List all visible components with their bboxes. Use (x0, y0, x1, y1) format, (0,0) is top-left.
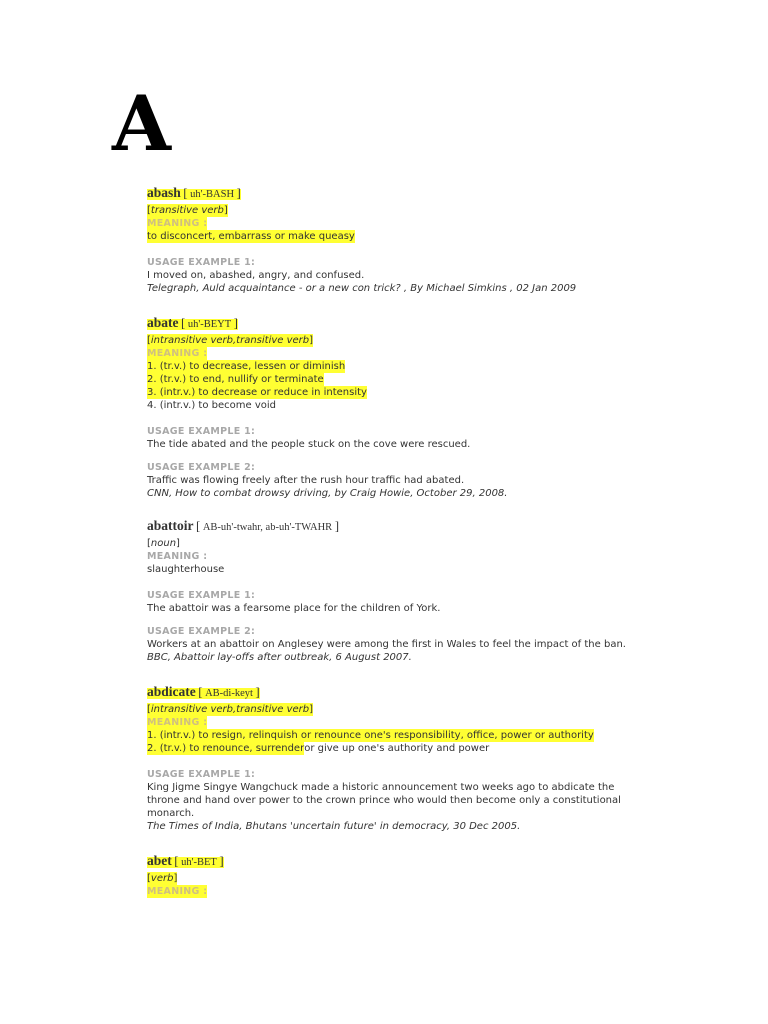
headword: abash (147, 185, 181, 200)
entry-abate (147, 314, 667, 500)
usage-label: USAGE EXAMPLE 2: (147, 462, 256, 473)
usage-source: CNN, How to combat drowsy driving, by Craig Howie, October 29, 2008. (147, 488, 508, 499)
entry-abash (147, 184, 667, 295)
entry-abattoir (147, 517, 667, 664)
usage-example (147, 256, 667, 295)
definition: 3. (intr.v.) to decrease or reduce in intensity (147, 387, 367, 398)
definition: 2. (tr.v.) to renounce, surrender (147, 743, 305, 754)
usage-source: The Times of India, Bhutans 'uncertain future' in democracy, 30 Dec 2005. (147, 821, 521, 832)
section-letter: A (112, 79, 171, 168)
pronunciation: uh'-BASH (190, 189, 235, 200)
part-of-speech: [transitive verb] (147, 205, 228, 216)
entry-headword: abdicate [ AB-di-keyt ] (147, 684, 260, 699)
entry-headword: abattoir [ AB-uh'-twahr, ab-uh'-TWAHR ] (147, 518, 340, 533)
headword: abet (147, 853, 172, 868)
usage-text: Workers at an abattoir on Anglesey were among the first in Wales to feel the impact of the ban. (147, 639, 626, 650)
definition: 4. (intr.v.) to become void (147, 400, 276, 411)
usage-label: USAGE EXAMPLE 1: (147, 426, 256, 437)
usage-label: USAGE EXAMPLE 1: (147, 257, 256, 268)
headword: abdicate (147, 684, 196, 699)
meaning-label: MEANING : (147, 886, 208, 897)
definition-tail: or give up one's authority and power (304, 743, 490, 754)
usage-example (147, 425, 667, 451)
meaning-label: MEANING : (147, 717, 208, 728)
entry-abet (147, 852, 667, 898)
pronunciation: AB-di-keyt (205, 688, 253, 699)
meaning-label: MEANING : (147, 348, 208, 359)
headword: abattoir (147, 518, 194, 533)
part-of-speech: [noun] (147, 538, 180, 549)
usage-text: The abattoir was a fearsome place for the children of York. (147, 603, 441, 614)
headword: abate (147, 315, 179, 330)
entry-abdicate (147, 683, 667, 833)
usage-example (147, 461, 667, 500)
usage-text: Traffic was flowing freely after the rush hour traffic had abated. (147, 475, 465, 486)
usage-example (147, 625, 667, 664)
pronunciation: uh'-BEYT (187, 319, 232, 330)
entry-headword: abash [ uh'-BASH ] (147, 185, 241, 200)
pronunciation: AB-uh'-twahr, ab-uh'-TWAHR (202, 522, 333, 533)
pronunciation: uh'-BET (181, 857, 217, 868)
usage-source: Telegraph, Auld acquaintance - or a new con trick? , By Michael Simkins , 02 Jan 2009 (147, 283, 577, 294)
definition: 2. (tr.v.) to end, nullify or terminate (147, 374, 324, 385)
usage-example (147, 589, 667, 615)
definition: 1. (intr.v.) to resign, relinquish or renounce one's responsibility, office, power or authority (147, 730, 594, 741)
usage-label: USAGE EXAMPLE 2: (147, 626, 256, 637)
part-of-speech: [verb] (147, 873, 178, 884)
usage-source: BBC, Abattoir lay-offs after outbreak, 6 August 2007. (147, 652, 412, 663)
meaning-label: MEANING : (147, 551, 208, 562)
usage-text: I moved on, abashed, angry, and confused. (147, 270, 365, 281)
part-of-speech: [intransitive verb,transitive verb] (147, 704, 314, 715)
definition: to disconcert, embarrass or make queasy (147, 231, 355, 242)
usage-text: throne and hand over power to the crown prince who would then become only a constitutional (147, 795, 621, 806)
usage-example (147, 768, 667, 833)
definition: slaughterhouse (147, 564, 225, 575)
usage-label: USAGE EXAMPLE 1: (147, 769, 256, 780)
usage-label: USAGE EXAMPLE 1: (147, 590, 256, 601)
entry-headword: abet [ uh'-BET ] (147, 853, 224, 868)
definition: 1. (tr.v.) to decrease, lessen or diminish (147, 361, 346, 372)
usage-text: King Jigme Singye Wangchuck made a historic announcement two weeks ago to abdicate the (147, 782, 615, 793)
usage-text: monarch. (147, 808, 195, 819)
entry-headword: abate [ uh'-BEYT ] (147, 315, 238, 330)
meaning-label: MEANING : (147, 218, 208, 229)
part-of-speech: [intransitive verb,transitive verb] (147, 335, 314, 346)
usage-text: The tide abated and the people stuck on the cove were rescued. (147, 439, 471, 450)
